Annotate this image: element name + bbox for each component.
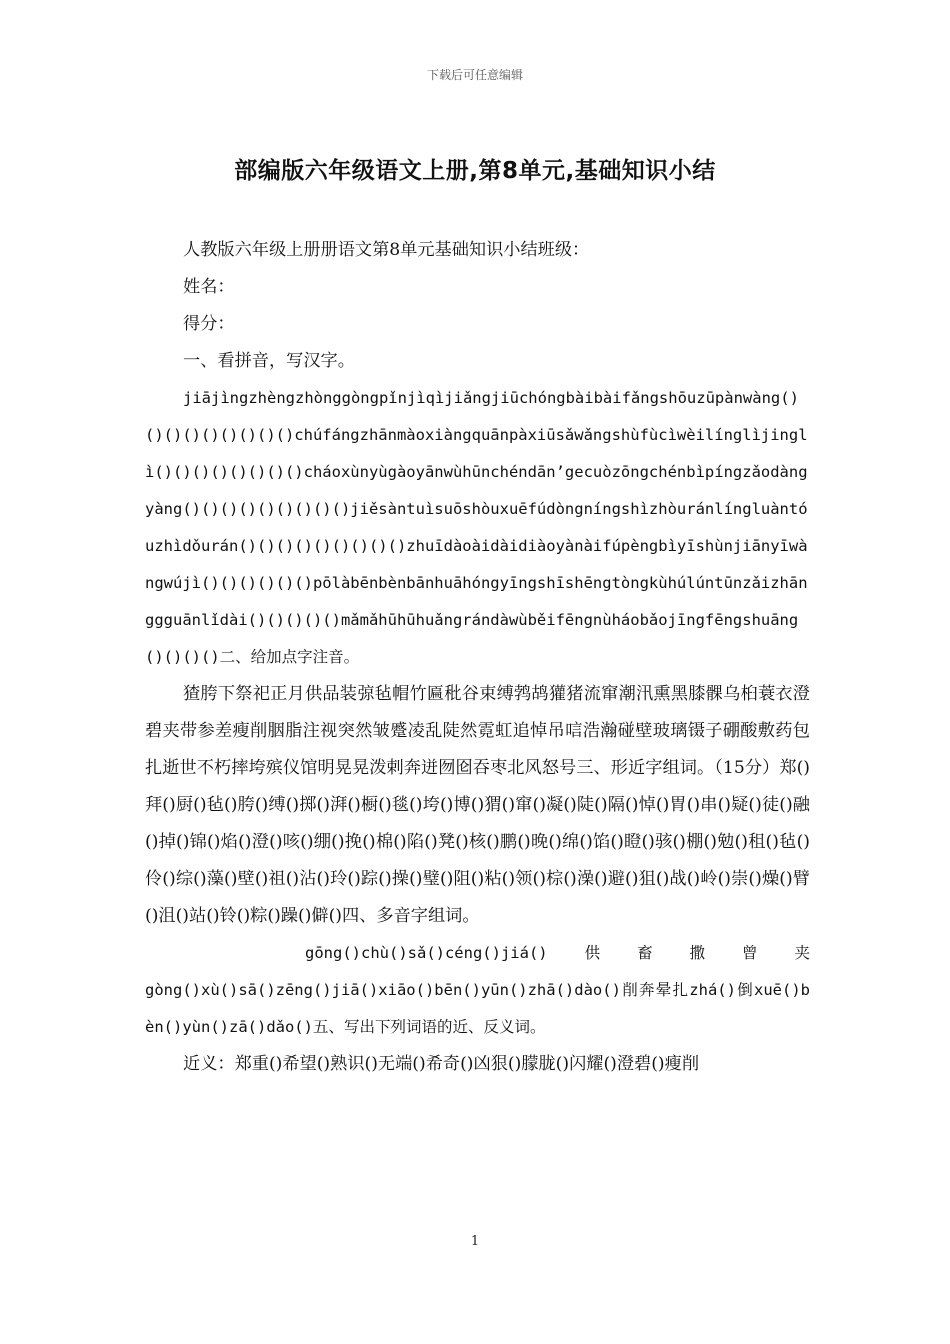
document-body xyxy=(145,232,810,1083)
pinyin-exercise: jiājìngzhèngzhònggòngpǐnjìqìjiǎngjiūchóngbàibàifǎngshōuzūpànwàng()()()()()()()()()chúfángzhānmàoxiàngquānpàxiūsǎwǎngshùfùcìwèilínglìjinglì()()()()()()()()cháoxùnyùgàoyānwùhūnchéndān’gecuòzōngchénbìpíngzǎodàngyàng()()()()()()()()()jiěsàntuìsuōshòuxuēfúdòngníngshìzhòuránlíngluàntóuzhìdǒurán()()()()()()()()()zhuīdàoàidàidiàoyànàifúpèngbìyīshùnjiānyīwàngwújì()()()()()()pōlàbēnbènbānhuāhóngyīngshīshēngtòngkùhúlúntūnzǎizhānggguānlǐdài()()()()()mǎmǎhūhūhuǎngrándàwùběifēngnùháobǎojīngfēngshuāng()()()()二、给加点字注音。 xyxy=(145,389,808,666)
document-title: 部编版六年级语文上册,第8单元,基础知识小结 xyxy=(234,158,716,184)
char-list-section: 猹胯下祭祀正月供品装弶毡帽竹匾秕谷束缚鹁鸪獾猪流窜潮汛熏黑膝髁乌桕蓑衣澄碧夹带参差瘦削胭脂注视突然皱蹙凌乱陡然霓虹追悼吊唁浩瀚碰壁玻璃镊子硼酸敷药包扎逝世不朽摔垮殡仪馆明晃晃泼剌奔迸囫囵吞枣北风怒号三、形近字组词。（15分）郑()拜()厨()毡()胯()缚()掷()湃()橱()毯()垮()博()猬()窜()凝()陡()隔()悼()胃()串()疑()徒()融()掉()锦()焰()澄()咳()绷()挽()棉()陷()凳()核()鹏()晚()绵()馅()瞪()骇()棚()勉()租()毡()伶()综()藻()壁()祖()沾()玲()踪()操()璧()阻()粘()领()棕()澡()避()狙()战()岭()崇()燥()臂()沮()站()铃()粽()躁()僻()四、多音字组词。 xyxy=(145,684,810,926)
name-label: 姓名： xyxy=(183,277,235,297)
page-number: 1 xyxy=(470,1234,480,1249)
section1-heading: 一、看拼音，写汉字。 xyxy=(183,351,355,371)
synonyms-line: 近义：郑重()希望()熟识()无端()希奇()凶狠()朦胧()闪耀()澄碧()瘦削 xyxy=(183,1054,700,1074)
polyphone-line: gōng()chù()sǎ()céng()jiá() 供 畜 撒 曾 夹 xyxy=(305,944,810,962)
polyphone-continued: gòng()xù()sā()zēng()jiā()xiāo()bēn()yūn()zhā()dào()削奔晕扎zhá()倒xuē()bèn()yùn()zā()dǎo()五、写出下列词语的近、反义词。 xyxy=(145,981,810,1036)
intro-line: 人教版六年级上册册语文第8单元基础知识小结班级： xyxy=(183,240,590,260)
score-label: 得分： xyxy=(183,314,235,334)
page-header-note: 下载后可任意编辑 xyxy=(426,68,523,82)
